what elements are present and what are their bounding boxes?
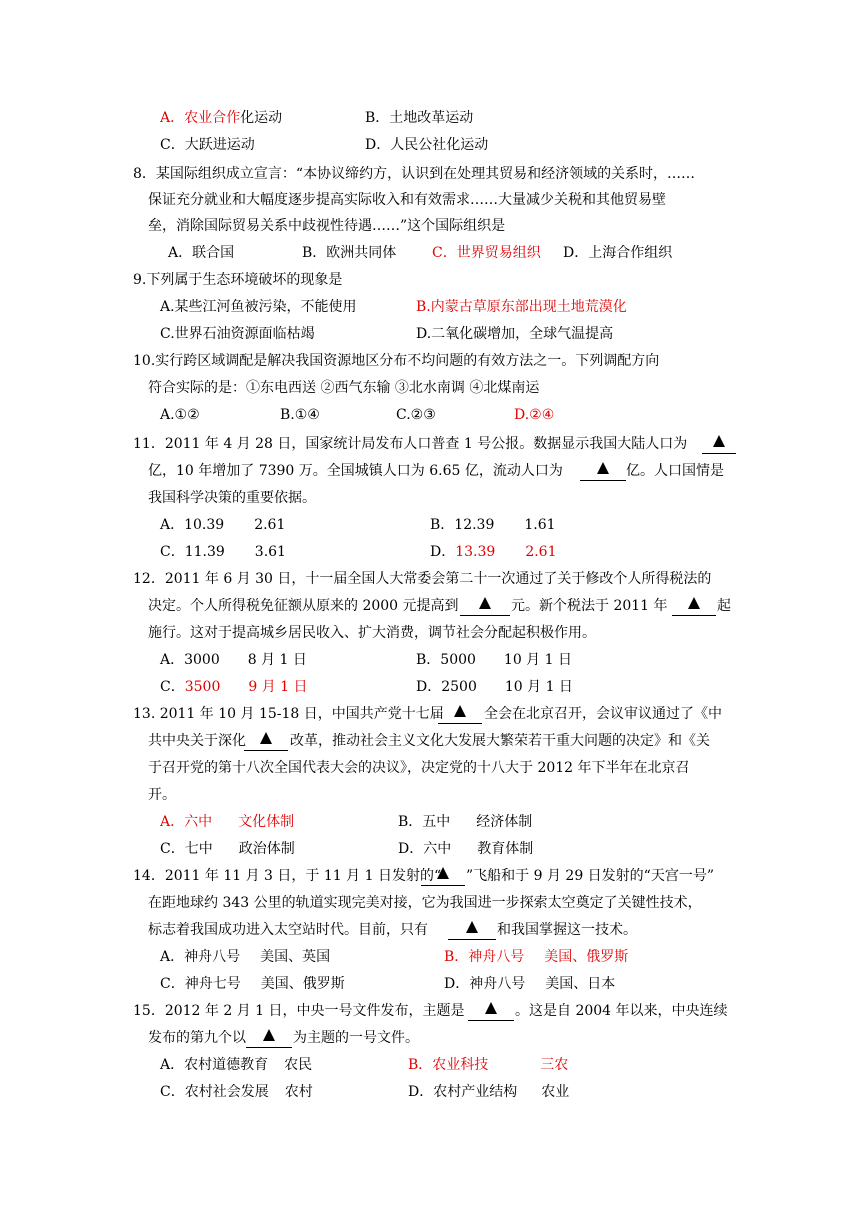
q8-option-d: D．上海合作组织 [563,245,673,261]
q15-blank-1 [468,1001,514,1021]
q15-blank-2 [246,1028,292,1048]
blank-triangle-icon [479,597,491,609]
q10-option-b: B.①④ [280,407,320,423]
q13-blank-1 [438,704,482,724]
q14-option-c: C．神舟七号 美国、俄罗斯 [160,976,345,992]
q14-option-a: A．神舟八号 美国、英国 [160,949,331,965]
q15-option-a: A．农村道德教育 农民 [160,1057,313,1073]
q7-option-a: A．农业合作化运动 [160,110,283,126]
q14-option-b: B．神舟八号 美国、俄罗斯 [444,949,629,965]
blank-triangle-icon [713,435,725,447]
q15-option-b: B．农业科技 三农 [408,1057,569,1073]
q8-option-a: A．联合国 [168,245,235,261]
q7-option-d: D．人民公社化运动 [365,137,489,153]
q11-option-a: A．10.39 2.61 [160,517,286,533]
q14-blank-1 [421,866,465,886]
q12-blank-1 [460,596,510,616]
q12-option-b: B．5000 10 月 1 日 [416,652,572,668]
blank-triangle-icon [688,597,700,609]
q7-option-b: B．土地改革运动 [365,110,474,126]
q12-blank-2 [672,596,716,616]
blank-triangle-icon [260,732,272,744]
q13-option-d: D．六中 教育体制 [398,841,534,857]
q13-option-b: B．五中 经济体制 [398,814,533,830]
q13-option-c: C．七中 政治体制 [160,841,295,857]
q11-option-d: D．13.39 2.61 [430,544,557,560]
blank-triangle-icon [437,867,449,879]
q14-blank-2 [448,920,496,940]
q13-option-a: A．六中 文化体制 [160,814,295,830]
q8-option-c: C．世界贸易组织 [432,245,541,261]
q7-option-c: C．大跃进运动 [160,137,255,153]
q12-option-d: D．2500 10 月 1 日 [416,679,573,695]
q13-blank-2 [244,731,288,751]
q10-option-a: A.①② [160,407,200,423]
blank-triangle-icon [466,921,478,933]
q14-option-d: D．神舟八号 美国、日本 [444,976,616,992]
q8-option-b: B．欧洲共同体 [302,245,397,261]
blank-triangle-icon [597,462,609,474]
q15-option-d: D．农村产业结构 农业 [408,1084,570,1100]
blank-triangle-icon [485,1002,497,1014]
q11-blank-1 [702,434,736,454]
q11-option-b: B．12.39 1.61 [430,517,556,533]
q9-option-d: D.二氧化碳增加，全球气温提高 [416,326,614,342]
q9-option-c: C.世界石油资源面临枯竭 [160,326,315,342]
q10-option-c: C.②③ [396,407,436,423]
blank-triangle-icon [263,1029,275,1041]
blank-triangle-icon [454,705,466,717]
q11-blank-2 [580,461,626,481]
q11-option-c: C．11.39 3.61 [160,544,286,560]
q12-option-c: C．3500 9 月 1 日 [160,679,308,695]
q9-option-b: B.内蒙古草原东部出现土地荒漠化 [416,299,627,315]
q10-option-d: D.②④ [514,407,555,423]
q12-option-a: A．3000 8 月 1 日 [160,652,307,668]
exam-page: A．农业合作化运动 B．土地改革运动 C．大跃进运动 D．人民公社化运动 8．某国际组织成立宣言：“本协议缔约方，认识到在处理其贸易和经济领域的关系时，…… 保证充分就业和大幅度逐步提高实际收入和有效需求……大量减少关税和其他贸易壁 垒，消除国际贸易关系中歧视性待遇……”这个国际组织是 A．联合国 B．欧洲共同体 C．世界贸易组织 D．上海合作组织 9.下列属于生态环境破坏的现象是 A.某些江河鱼被污染，不能使用 B.内蒙古草原东部出现土地荒漠化 C.世界石油资源面临枯竭 D.二氧化碳增加，全球气温提高 10.实行跨区域调配是解决我国资源地区分布不均问题的有效方法之一。下列调配方向 符合实际的是：①东电西送 ②西气东输 ③北水南调 ④北煤南运 A.①② B.①④ C.②③ D.②④ 11．2011 年 4 月 28 日，国家统计局发布人口普查 1 号公报。数据显示我国大陆人口为 亿，10 年增加了 7390 万。全国城镇人口为 6.65 亿，流动人口为 亿。人口国情是 我国科学决策的重要依据。 A．10.39 2.61 B．12.39 1.61 C．11.39 3.61 D．13.39 2.61 12．2011 年 6 月 30 日，十一届全国人大常委会第二十一次通过了关于修改个人所得税法的 决定。个人所得税免征额从原来的 2000 元提高到 元。新个税法于 2011 年 起 施行。这对于提高城乡居民收入、扩大消费，调节社会分配起积极作用。 A．3000 8 月 1 日 B．5000 10 月 1 日 C．3500 9 月 1 日 D．2500 10 月 1 日 13. 2011 年 10 月 15-18 日，中国共产党十七届 全会在北京召开，会议审议通过了《中 共中央关于深化 改革，推动社会主义文化大发展大繁荣若干重大问题的决定》和《关 于召开党的第十八次全国代表大会的决议》，决定党的十八大于 2012 年下半年在北京召 开。 A．六中 文化体制 B．五中 经济体制 C．七中 政治体制 D．六中 教育体制 14．2011 年 11 月 3 日，于 11 月 1 日发射的“ ”飞船和于 9 月 29 日发射的“天宫一号” 在距地球约 343 公里的轨道实现完美对接，它为我国进一步探索太空奠定了关键性技术， 标志着我国成功进入太空站时代。目前，只有 和我国掌握这一技术。 A．神舟八号 美国、英国 B．神舟八号 美国、俄罗斯 C．神舟七号 美国、俄罗斯 D．神舟八号 美国、日本 15．2012 年 2 月 1 日，中央一号文件发布，主题是 。这是自 2004 年以来，中央连续 发布的第九个以 为主题的一号文件。 A．农村道德教育 农民 B．农业科技 三农 C．农村社会发展 农村 D．农村产业结构 农业 [0,0,860,1216]
q15-option-c: C．农村社会发展 农村 [160,1084,313,1100]
q9-option-a: A.某些江河鱼被污染，不能使用 [160,299,357,315]
